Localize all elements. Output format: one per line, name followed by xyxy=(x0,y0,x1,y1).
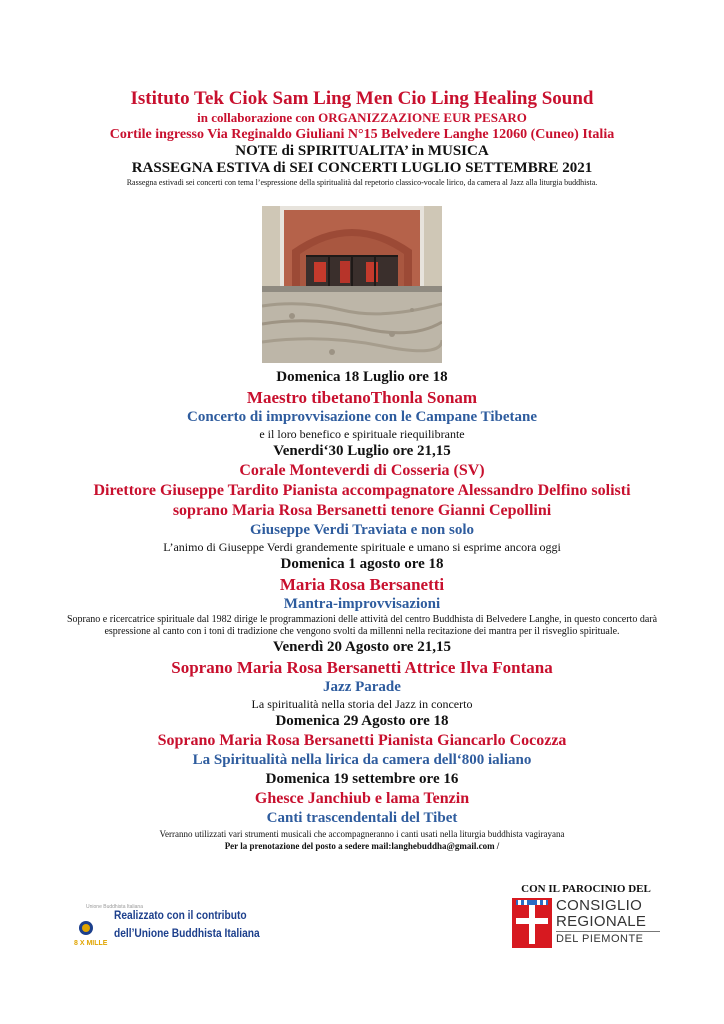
council-line-2: REGIONALE xyxy=(556,913,647,930)
concert-4-performer: Soprano Maria Rosa Bersanetti Attrice Ilva Fontana xyxy=(171,658,553,677)
collaboration-line: in collaborazione con ORGANIZZAZIONE EUR PESARO xyxy=(197,110,527,125)
courtyard-illustration xyxy=(262,206,442,363)
concert-1-title: Concerto di improvvisazione con le Campane Tibetane xyxy=(187,409,537,425)
ubi-logo-small-text: Unione Buddhista Italiana xyxy=(86,904,143,910)
instruments-note: Verranno utilizzati vari strumenti musicali che accompagneranno i canti usati nella liturgia buddhista vagirayana xyxy=(159,829,565,839)
council-line-3: DEL PIEMONTE xyxy=(556,931,660,946)
ubi-line-1: Realizzato con il contributo xyxy=(114,908,247,922)
concert-1-description: e il loro benefico e spirituale riequilibrante xyxy=(259,427,465,441)
concert-6-title: Canti trascendentali del Tibet xyxy=(266,810,458,826)
council-logo xyxy=(512,896,658,952)
concert-6-performer: Ghesce Janchiub e lama Tenzin xyxy=(254,790,470,807)
booking-email-link[interactable]: Per la prenotazione del posto a sedere mail:langhebuddha@gmail.com / xyxy=(224,841,500,851)
concert-2-date: Venerdi‘30 Luglio ore 21,15 xyxy=(273,443,451,459)
ubi-8x-mille: 8 X MILLE xyxy=(74,940,108,947)
concert-1-date: Domenica 18 Luglio ore 18 xyxy=(276,369,448,385)
council-name xyxy=(556,898,660,946)
patronage-label: CON IL PAROCINIO DEL xyxy=(521,883,651,895)
concert-2-performer-2: Direttore Giuseppe Tardito Pianista accompagnatore Alessandro Delfino solisti xyxy=(93,482,631,499)
concert-4-description: La spiritualità nella storia del Jazz in concerto xyxy=(251,697,473,711)
concert-3-description: Soprano e ricercatrice spirituale dal 1982 dirige le programmazioni delle attività del centro Buddhista di Belvedere Langhe, in questo concerto darà espressione al canto con i toni di tradizione che vengono svolti da millenni nella recitazione dei mantra per il risveglio spirituale. xyxy=(66,614,658,637)
council-line-1: CONSIGLIO xyxy=(556,897,643,914)
series-title: NOTE di SPIRITUALITA’ in MUSICA xyxy=(235,143,489,159)
concert-3-date: Domenica 1 agosto ore 18 xyxy=(280,556,444,572)
courtyard-building-photo xyxy=(262,206,442,363)
concert-2-performer: Corale Monteverdi di Cosseria (SV) xyxy=(239,462,485,479)
booking-note xyxy=(0,840,724,852)
ubi-logo xyxy=(72,902,272,952)
series-description: Rassegna estivadi sei concerti con tema l’espressione della spiritualità dal repetorio classico-vocale lirico, da camera al Jazz alla liturgia buddhista. xyxy=(126,178,598,187)
piemonte-flag-icon xyxy=(512,898,552,948)
concert-program xyxy=(0,368,724,852)
institute-name: Istituto Tek Ciok Sam Ling Men Cio Ling Healing Sound xyxy=(130,88,594,109)
concert-1-performer: Maestro tibetanoThonla Sonam xyxy=(246,388,478,407)
concert-2-description: L’animo di Giuseppe Verdi grandemente spirituale e umano si esprime ancora oggi xyxy=(163,540,561,554)
concert-5-title: La Spiritualità nella lirica da camera dell‘800 ialiano xyxy=(192,752,532,768)
concert-3-title: Mantra-improvvisazioni xyxy=(283,596,441,612)
concert-4-date: Venerdì 20 Agosto ore 21,15 xyxy=(273,639,451,655)
concert-6-date: Domenica 19 settembre ore 16 xyxy=(265,771,459,787)
concert-2-performer-3: soprano Maria Rosa Bersanetti tenore Gianni Cepollini xyxy=(172,502,552,519)
concert-5-date: Domenica 29 Agosto ore 18 xyxy=(275,713,449,729)
address-line: Cortile ingresso Via Reginaldo Giuliani N°15 Belvedere Langhe 12060 (Cuneo) Italia xyxy=(109,127,615,142)
header xyxy=(0,88,724,188)
patronage xyxy=(506,883,666,895)
ubi-line-2: dell’Unione Buddhista Italiana xyxy=(114,926,260,940)
concert-2-title: Giuseppe Verdi Traviata e non solo xyxy=(249,522,475,538)
concert-3-performer: Maria Rosa Bersanetti xyxy=(279,575,445,594)
concert-4-title: Jazz Parade xyxy=(323,679,401,695)
ubi-contribution-text xyxy=(114,906,260,942)
concert-5-performer: Soprano Maria Rosa Bersanetti Pianista Giancarlo Cocozza xyxy=(157,732,567,749)
series-subtitle: RASSEGNA ESTIVA di SEI CONCERTI LUGLIO SETTEMBRE 2021 xyxy=(131,160,593,176)
